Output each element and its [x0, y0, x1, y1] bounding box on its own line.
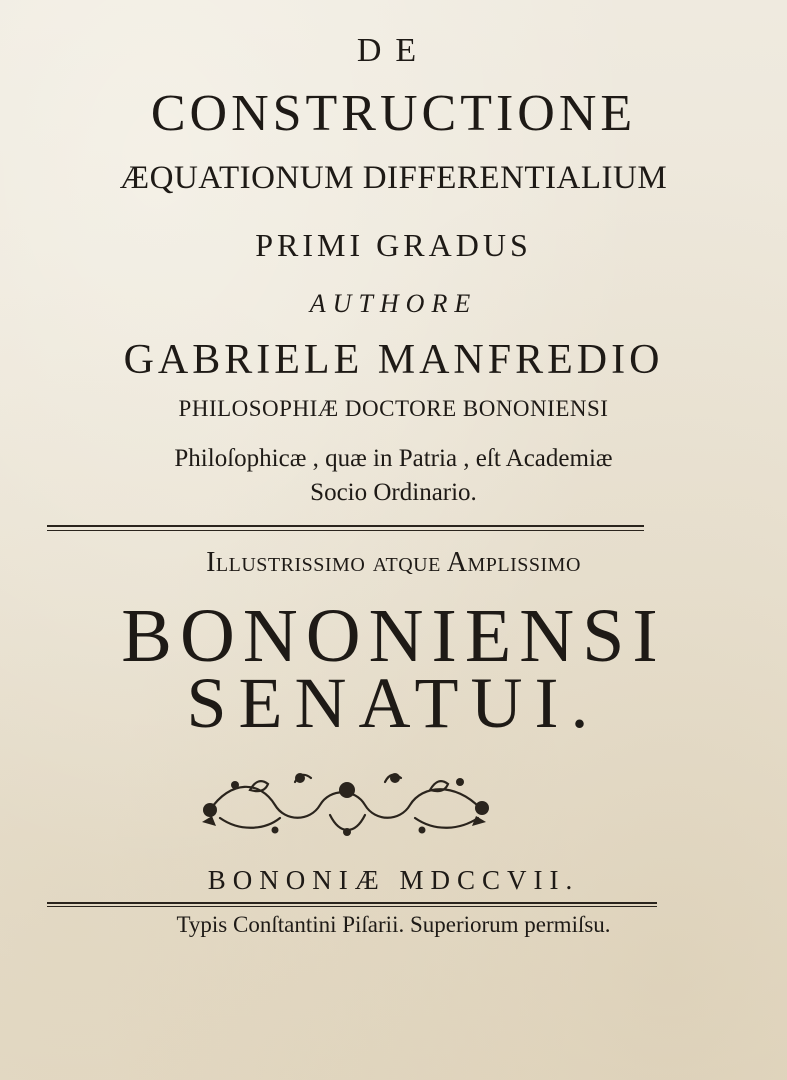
- author-title: PHILOSOPHIÆ DOCTORE BONONIENSI: [178, 396, 609, 421]
- imprint-place-year: BONONIÆ MDCCVII.: [207, 865, 580, 895]
- imprint-printer: Typis Conſtantini Piſarii. Superiorum permiſsu.: [176, 912, 611, 937]
- author-name: GABRIELE MANFREDIO: [123, 337, 664, 383]
- dedication-line-2: BONONIENSI: [121, 594, 666, 678]
- divider-rule: [47, 525, 644, 527]
- academy-line-1: Philoſophicæ , quæ in Patria , eſt Academiæ: [174, 445, 613, 472]
- authore-label: AUTHORE: [309, 289, 478, 318]
- dedication-line-1: Illustrissimo atque Amplissimo: [206, 547, 581, 578]
- dedication-line-3: SENATUI.: [186, 663, 601, 743]
- title-primi-gradus: PRIMI GRADUS: [255, 227, 532, 263]
- title-constructione: CONSTRUCTIONE: [150, 85, 637, 142]
- title-aequationum: ÆQUATIONUM DIFFERENTIALIUM: [119, 160, 668, 196]
- divider-rule-thin: [47, 530, 644, 531]
- imprint-rule: [47, 902, 657, 904]
- title-de: DE: [356, 32, 431, 69]
- imprint-rule-thin: [47, 906, 657, 907]
- academy-line-2: Socio Ordinario.: [310, 479, 477, 506]
- floral-ornament-icon: [190, 760, 505, 842]
